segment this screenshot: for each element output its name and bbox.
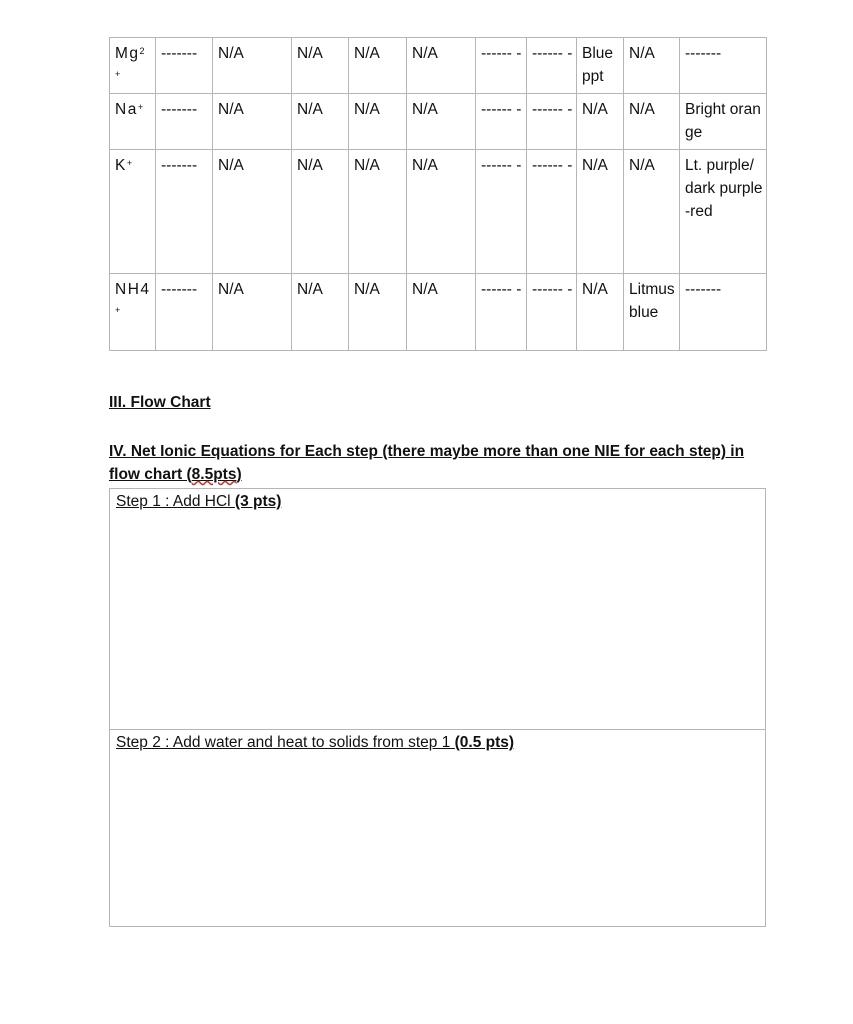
table-cell: N/A [213,150,292,274]
table-cell: ------ - [527,94,577,150]
ion-charge: + [137,102,144,112]
table-cell: Blue ppt [577,38,624,94]
table-cell: N/A [349,38,407,94]
table-row [110,94,767,150]
table-cell: ------- [156,94,213,150]
ion-charge: + [126,158,133,168]
table-cell: N/A [407,94,476,150]
table-cell: N/A [292,274,349,351]
table-cell: N/A [213,94,292,150]
table-cell: ------ - [527,274,577,351]
table-cell: N/A [213,38,292,94]
table-cell: ------ - [527,150,577,274]
ion-charge: 2 [139,46,145,56]
table-cell: N/A [213,274,292,351]
table-cell: ------- [156,274,213,351]
table-cell: N/A [407,274,476,351]
table-cell: N/A [624,94,680,150]
ion-cell [110,38,156,94]
ion-charge: + [115,69,121,79]
table-cell: ------ - [476,38,527,94]
ion-cell [110,274,156,351]
table-cell: N/A [577,274,624,351]
table-cell: N/A [292,94,349,150]
ion-results-table [109,37,767,351]
table-cell: ------- [156,150,213,274]
table-cell: N/A [349,274,407,351]
nie-title-middle: for Each step (there maybe more than one NIE for each step) in flow chart ( [109,443,745,483]
nie-title-word: Equations [200,443,276,460]
table-cell: N/A [292,38,349,94]
step-1-label: Step 1 : Add HCl [116,493,235,510]
table-cell: ------ - [527,38,577,94]
table-cell: N/A [624,150,680,274]
table-cell: ------- [680,274,767,351]
step-2-answer-box[interactable] [109,729,766,927]
step-1-answer-box[interactable] [109,488,766,730]
ion-symbol: Mg [115,45,140,62]
ion-symbol: Na [115,101,138,118]
nie-title-start: IV. Net Ionic [109,443,201,460]
nie-title-points: 8.5pts [191,466,237,483]
table-cell: N/A [577,150,624,274]
table-cell: N/A [349,150,407,274]
table-cell: ------ - [476,274,527,351]
table-row [110,38,767,94]
ion-symbol: NH4 [115,281,151,298]
table-cell: N/A [577,94,624,150]
nie-title-end: ) [236,466,242,483]
flow-chart-heading: III. Flow Chart [109,394,211,411]
table-cell: ------- [680,38,767,94]
table-cell: N/A [407,38,476,94]
table-cell: ------- [156,38,213,94]
table-cell: N/A [349,94,407,150]
table-cell: N/A [292,150,349,274]
table-cell: Litmus blue [624,274,680,351]
ion-symbol: K [115,157,127,174]
table-cell: ------ - [476,150,527,274]
net-ionic-equations-heading [109,440,769,486]
ion-cell [110,94,156,150]
step-2-label: Step 2 : Add water and heat to solids from step 1 [116,734,455,751]
table-cell: N/A [407,150,476,274]
ion-charge: + [115,305,121,315]
ion-cell [110,150,156,274]
table-cell: ------ - [476,94,527,150]
step-1-points: (3 pts) [234,493,282,510]
table-row [110,274,767,351]
table-cell: Lt. purple/ dark purple-red [680,150,767,274]
table-cell: N/A [624,38,680,94]
step-2-points: (0.5 pts) [454,734,515,751]
table-cell: Bright orange [680,94,767,150]
table-row [110,150,767,274]
